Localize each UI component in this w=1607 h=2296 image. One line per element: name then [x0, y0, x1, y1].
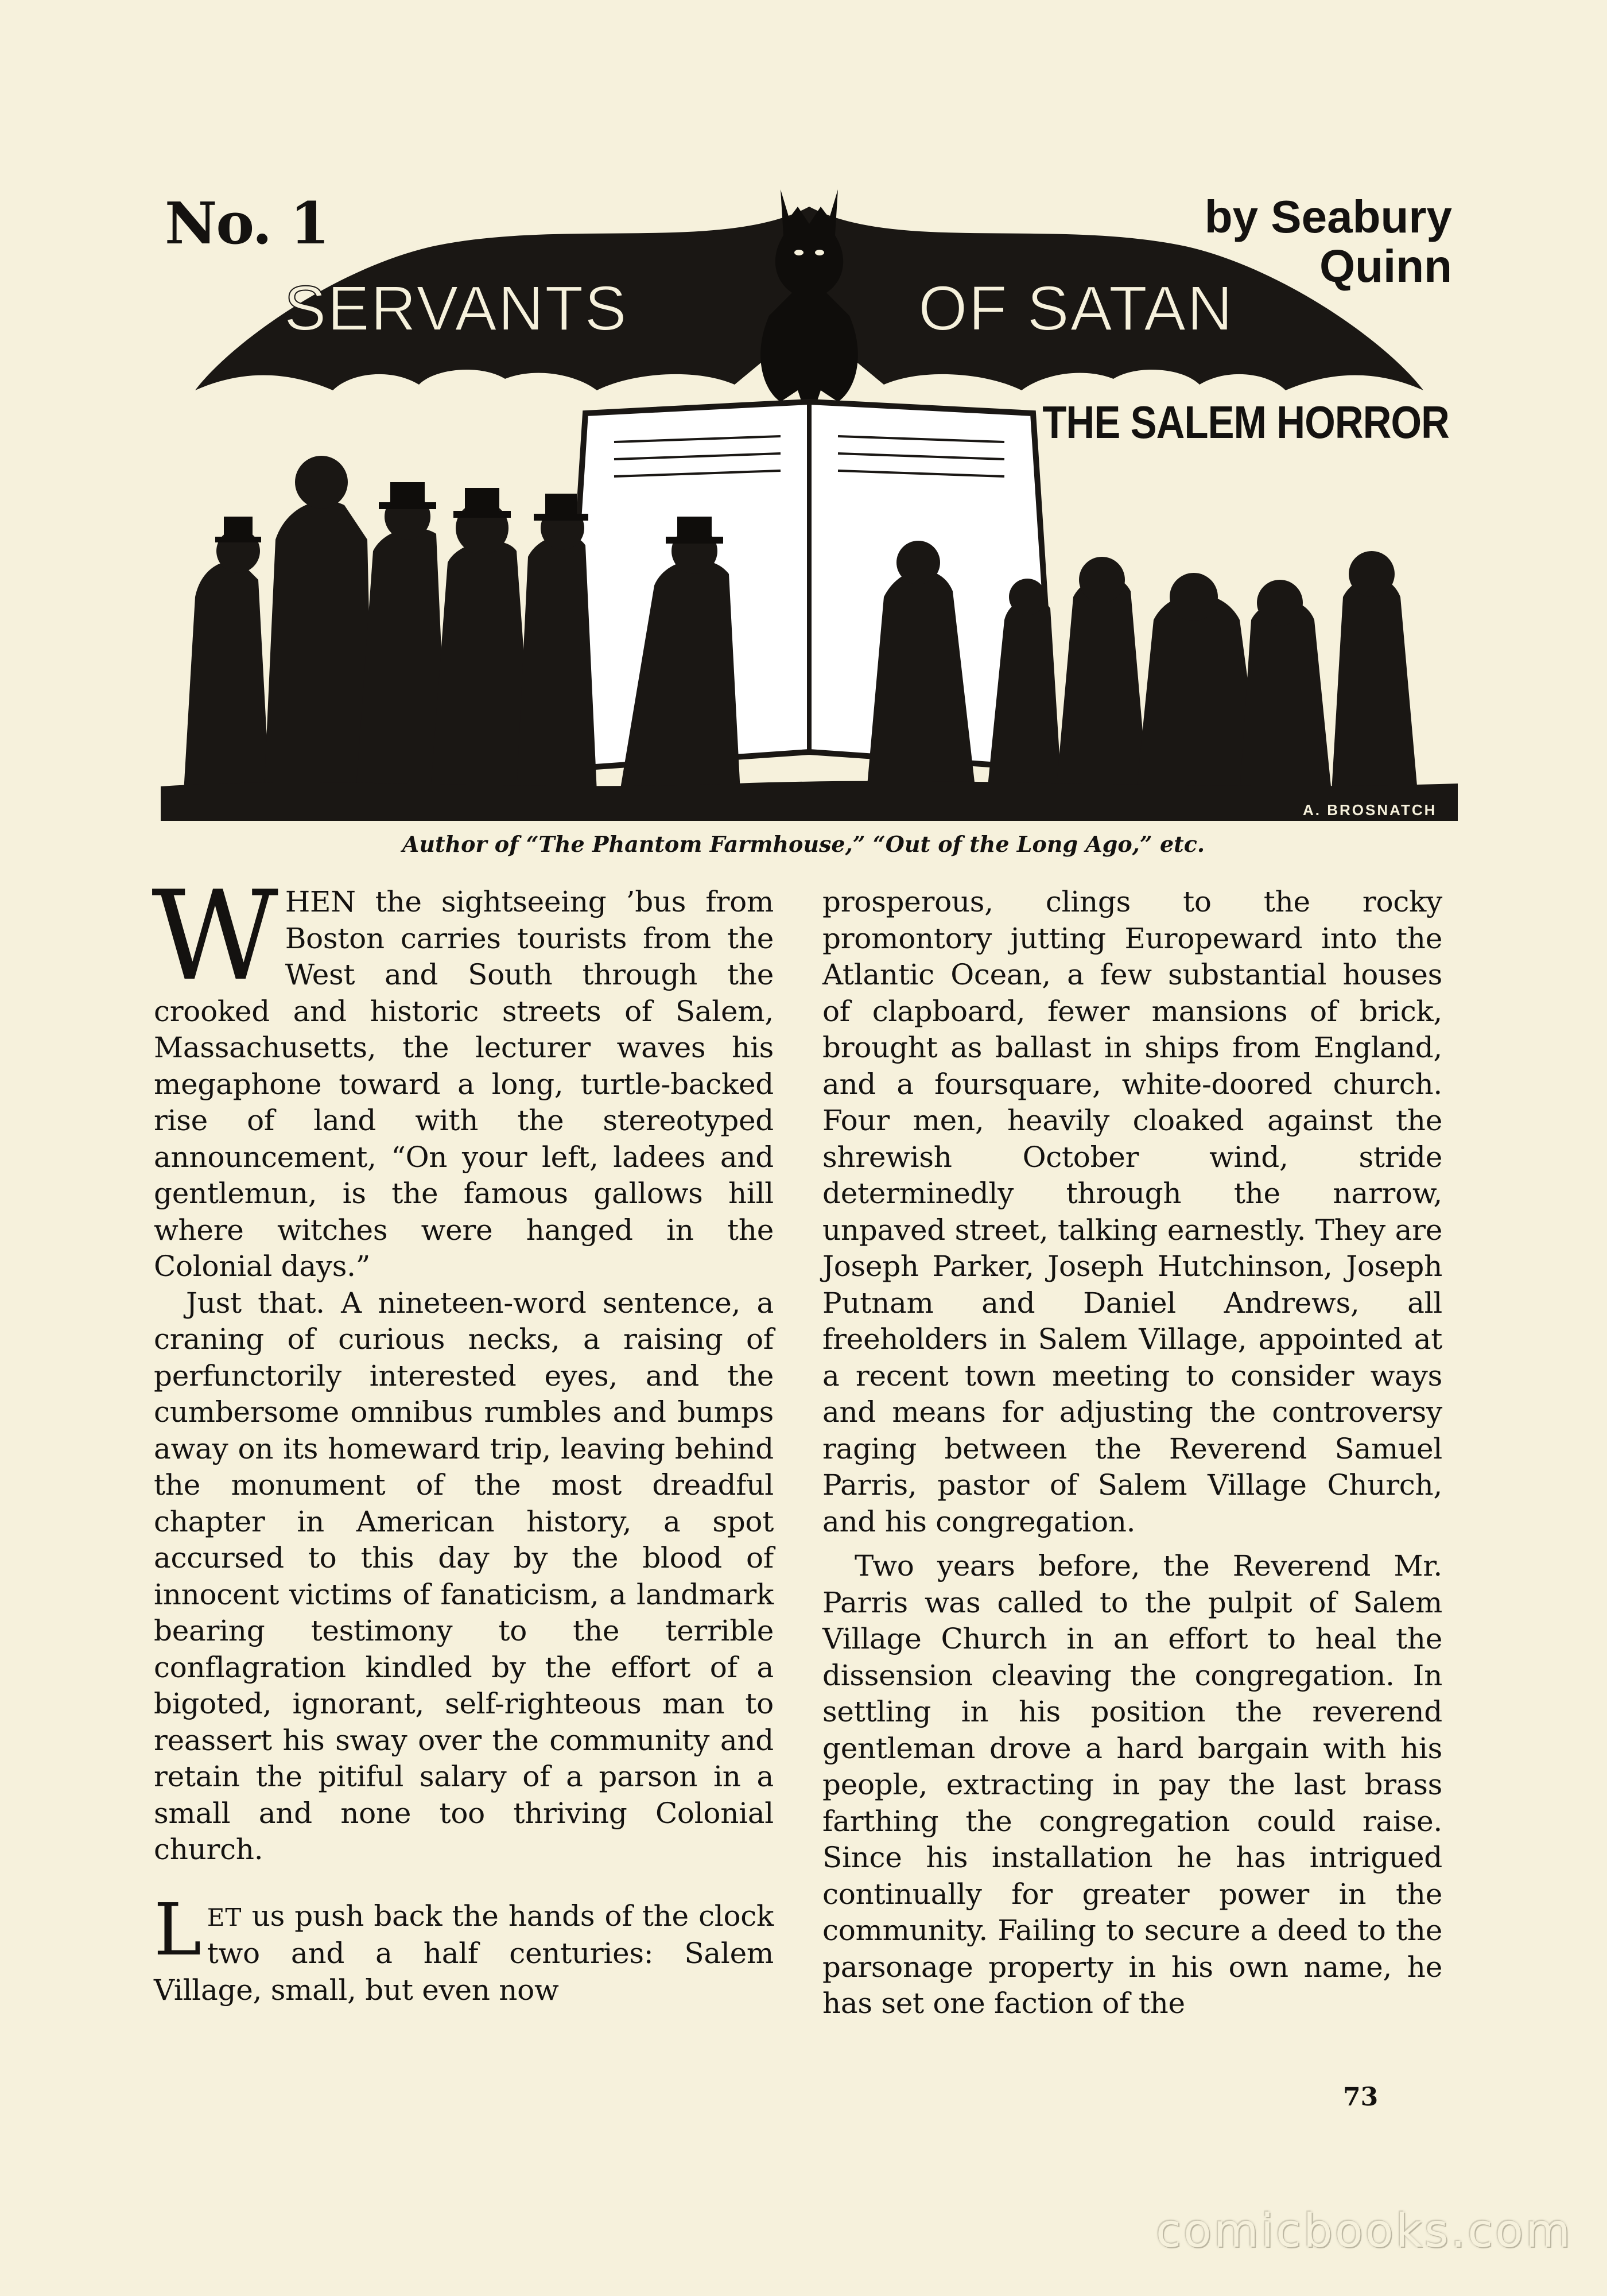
title-right: OF SATAN — [918, 273, 1234, 344]
left-paragraph-1 — [152, 864, 774, 1285]
right-paragraph-2: Two years before, the Reverend Mr. Parris was called to the pulpit of Salem Village Church in an effort to heal the dissension cleaving the congregation. In settling in his position the reverend gentleman drove a hard bargain with his people, extracting in pay the last brass farthing the congregation could raise. Since his installation he has intrigued continually for greater power in the community. Failing to secure a deed to the parsonage property in his own name, he has set one faction of the — [822, 1549, 1442, 2020]
byline: by Seabury Quinn — [1204, 191, 1452, 292]
caption: Author of “The Phantom Farmhouse,” “Out of the Long Ago,” etc. — [402, 831, 1205, 857]
left-paragraph-2: Just that. A nineteen-word sentence, a craning of curious necks, a raising of perfunctorily interested eyes, and the cumbersome omnibus rumbles and bumps away on its homeward trip, leaving behind the monument of the most dreadful chapter in American history, a spot accursed to this day by the blood of innocent victims of fanaticism, a landmark bearing testimony to the terrible conflagration kindled by the effort of a bigoted, ignorant, self-righteous man to reassert his sway over the community and retain the pitiful salary of a parson in a small and none too thriving Colonial church. — [154, 1286, 774, 1866]
page-number: 73 — [1343, 2082, 1379, 2112]
drop-cap: W — [152, 864, 278, 1008]
series-number: No. 1 — [165, 189, 329, 257]
artist-signature: A. BROSNATCH — [1303, 801, 1437, 819]
left-paragraph-1-text: HEN the sightseeing ’bus from Boston carries tourists from the West and South through the crooked and historic streets of Salem, Massachusetts, the lecturer waves his megaphone toward a long, turtle-backed rise of land with the stereotyped announcement, “On your left, ladees and gentlemun, is the famous gallows hill where witches were hanged in the Colonial days.” — [154, 885, 774, 1283]
right-paragraph-1: prosperous, clings to the rocky promontory jutting Europeward into the Atlantic Ocean, a few substantial houses of clapboard, fewer mansions of brick, brought as ballast in ships from England, and a foursquare, white-doored church. Four men, heavily cloaked against the shrewish October wind, stride determinedly through the narrow, unpaved street, talking earnestly. They are Joseph Parker, Joseph Hutchinson, Joseph Putnam and Daniel Andrews, all freeholders in Salem Village, appointed at a recent town meeting to consider ways and means for adjusting the controversy raging between the Reverend Samuel Parris, pastor of Salem Village Church, and his congregation. — [822, 885, 1442, 1538]
left-paragraph-3-text: us push back the hands of the clock two and a half centuries: Salem Village, small, but even now — [154, 1899, 774, 2007]
left-paragraph-3-smallcaps: ET — [207, 1903, 242, 1932]
section-break — [154, 1868, 774, 1898]
watermark: comicbooks.com — [1155, 2204, 1573, 2258]
left-paragraph-3 — [154, 1888, 774, 2009]
drop-cap: L — [154, 1888, 201, 1972]
subtitle: THE SALEM HORROR — [1042, 397, 1449, 448]
title-left: SERVANTS — [284, 273, 628, 344]
left-column — [152, 864, 774, 2008]
right-column — [822, 884, 1442, 2022]
